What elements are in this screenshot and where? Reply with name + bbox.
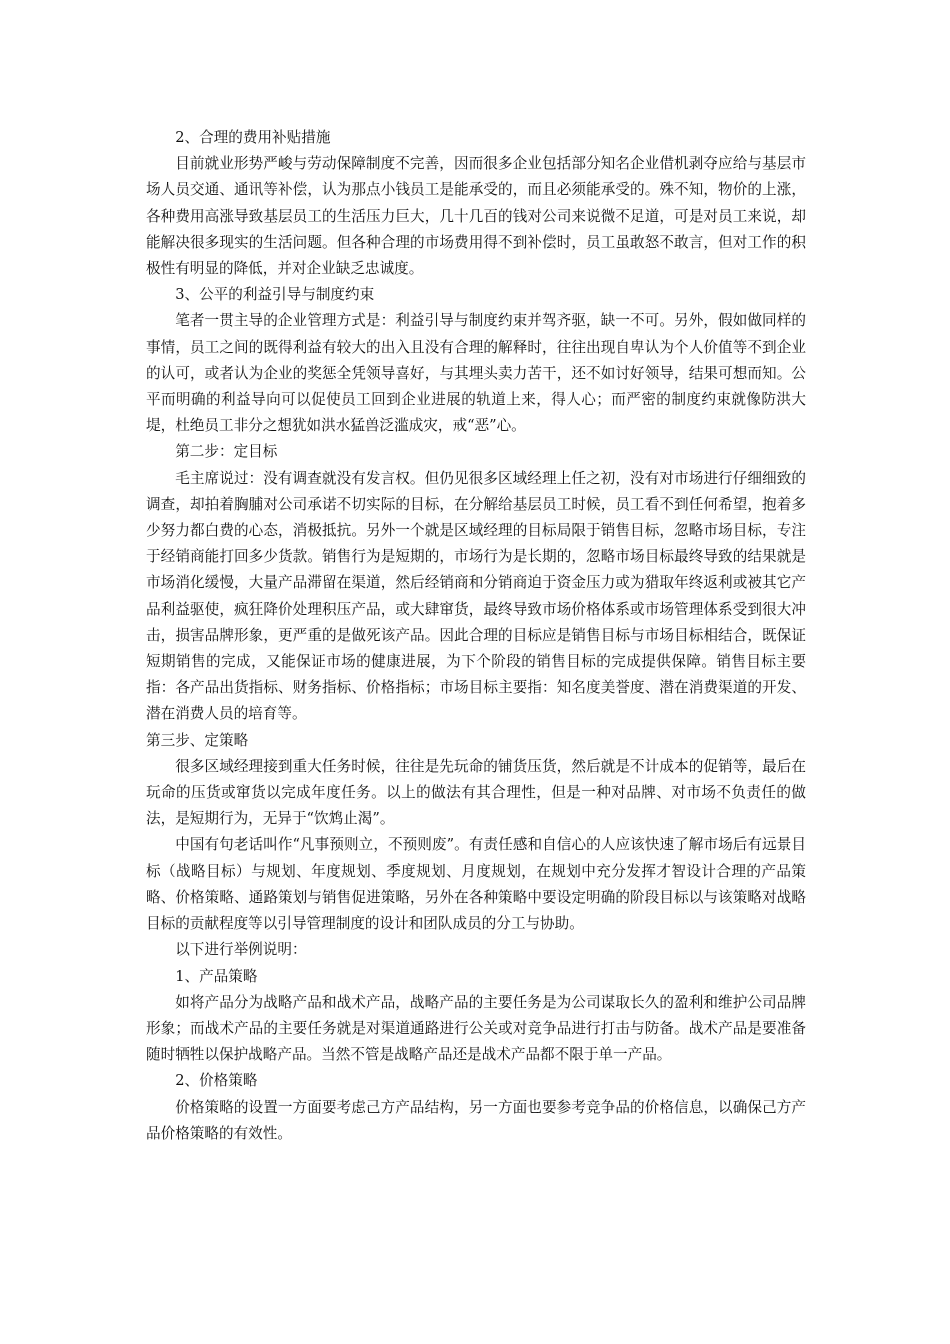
- document-page: [146, 125, 806, 1147]
- paragraph: 价格策略的设置一方面要考虑己方产品结构，另一方面也要参考竞争品的价格信息，以确保己方产品价格策略的有效性。: [146, 1098, 806, 1142]
- paragraph: 笔者一贯主导的企业管理方式是：利益引导与制度约束并驾齐驱，缺一不可。另外，假如做同样的事情，员工之间的既得利益有较大的出入且没有合理的解释时，往往出现自卑认为个人价值等不到企业的认可，或者认为企业的奖惩全凭领导喜好，与其埋头卖力苦干，还不如讨好领导，结果可想而知。公平而明确的利益导向可以促使员工回到企业进展的轨道上来，得人心；而严密的制度约束就像防洪大堤，杜绝员工非分之想犹如洪水猛兽泛滥成灾，戒“恶”心。: [146, 312, 806, 435]
- section-heading: 3、公平的利益引导与制度约束: [175, 286, 375, 304]
- paragraph: 中国有句老话叫作“凡事预则立，不预则废”。有责任感和自信心的人应该快速了解市场后有远景目标（战略目标）与规划、年度规划、季度规划、月度规划，在规划中充分发挥才智设计合理的产品策略、价格策略、通路策划与销售促进策略，另外在各种策略中要设定明确的阶段目标以与该策略对战略目标的贡献程度等以引导管理制度的设计和团队成员的分工与协助。: [146, 836, 806, 933]
- section-heading: 2、价格策略: [175, 1072, 258, 1090]
- paragraph: 毛主席说过：没有调查就没有发言权。但仍见很多区域经理上任之初，没有对市场进行仔细细致的调查，却拍着胸脯对公司承诺不切实际的目标，在分解给基层员工时候，员工看不到任何希望，抱着多少努力都白费的心态，消极抵抗。另外一个就是区域经理的目标局限于销售目标，忽略市场目标，专注于经销商能打回多少货款。销售行为是短期的，市场行为是长期的，忽略市场目标最终导致的结果就是市场消化缓慢，大量产品滞留在渠道，然后经销商和分销商迫于资金压力或为猎取年终返利或被其它产品利益驱使，疯狂降价处理积压产品，或大肆窜货，最终导致市场价格体系或市场管理体系受到很大冲击，损害品牌形象，更严重的是做死该产品。因此合理的目标应是销售目标与市场目标相结合，既保证短期销售的完成，又能保证市场的健康进展，为下个阶段的销售目标的完成提供保障。销售目标主要指：各产品出货指标、财务指标、价格指标；市场目标主要指：知名度美誉度、潜在消费渠道的开发、潜在消费人员的培育等。: [146, 469, 806, 723]
- step-heading: 第三步、定策略: [146, 731, 249, 749]
- step-heading: 第二步：定目标: [175, 443, 278, 461]
- section-heading: 1、产品策略: [175, 967, 258, 985]
- paragraph: 如将产品分为战略产品和战术产品，战略产品的主要任务是为公司谋取长久的盈利和维护公司品牌形象；而战术产品的主要任务就是对渠道通路进行公关或对竞争品进行打击与防备。战术产品是要准备随时牺牲以保护战略产品。当然不管是战略产品还是战术产品都不限于单一产品。: [146, 993, 806, 1064]
- section-heading: 2、合理的费用补贴措施: [175, 129, 331, 146]
- paragraph: 目前就业形势严峻与劳动保障制度不完善，因而很多企业包括部分知名企业借机剥夺应给与基层市场人员交通、通讯等补偿，认为那点小钱员工是能承受的，而且必须能承受的。殊不知，物价的上涨，各种费用高涨导致基层员工的生活压力巨大，几十几百的钱对公司来说微不足道，可是对员工来说，却能解决很多现实的生活问题。但各种合理的市场费用得不到补偿时，员工虽敢怒不敢言，但对工作的积极性有明显的降低，并对企业缺乏忠诚度。: [146, 155, 806, 278]
- paragraph: 很多区域经理接到重大任务时候，往往是先玩命的铺货压货，然后就是不计成本的促销等，最后在玩命的压货或窜货以完成年度任务。以上的做法有其合理性，但是一种对品牌、对市场不负责任的做法，是短期行为，无异于“饮鸩止渴”。: [146, 757, 806, 828]
- example-intro: 以下进行举例说明：: [175, 941, 307, 959]
